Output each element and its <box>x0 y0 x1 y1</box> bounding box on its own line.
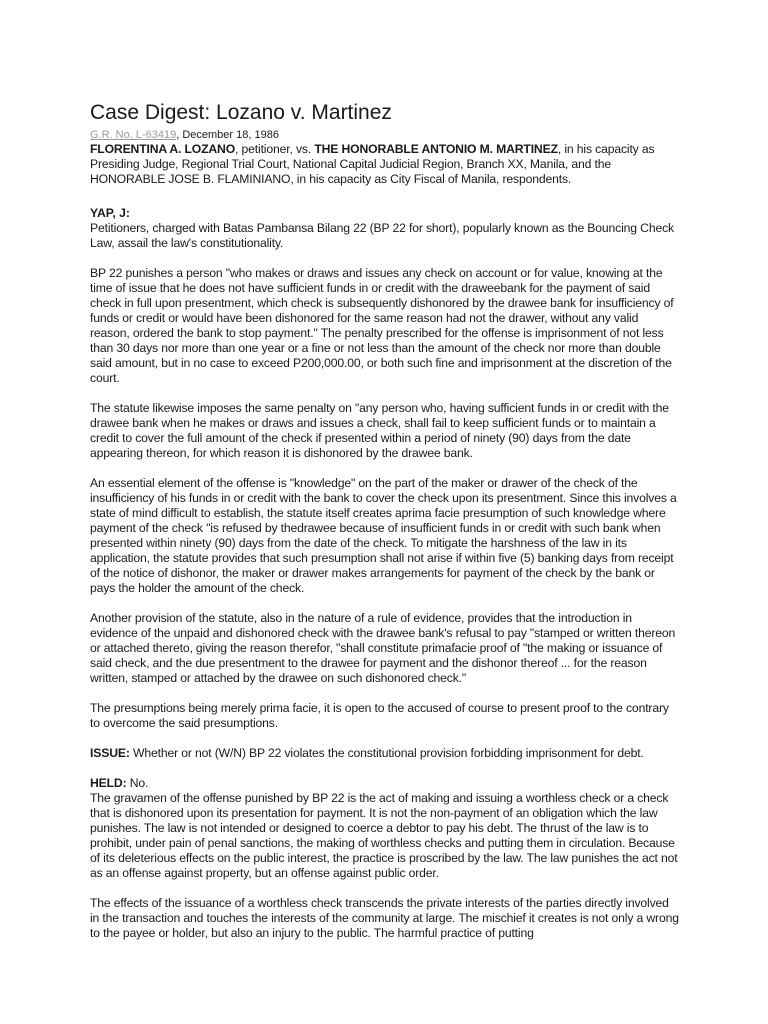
issue-text: Whether or not (W/N) BP 22 violates the constitutional provision forbidding imprisonment for debt. <box>129 746 644 760</box>
case-digest-document <box>90 100 680 956</box>
case-date: , December 18, 1986 <box>176 129 279 141</box>
issue-label: ISSUE: <box>90 746 130 760</box>
held-paragraph-2: The effects of the issuance of a worthless check transcends the private interests of the parties directly involved in the transaction and touches the interests of the community at large. The mischief it creates is not only a wrong to the payee or holder, but also an injury to the public. The harmful practice of putting <box>90 896 679 940</box>
held-label: HELD: <box>90 776 127 790</box>
facts-paragraph-2: BP 22 punishes a person "who makes or draws and issues any check on account or for value, knowing at the time of issue that he does not have sufficient funds in or credit with the draweebank for the payment of said check in full upon presentment, which check is subsequently dishonored by the drawee bank for insufficiency of funds or credit or would have been dishonored for the same reason had not the drawer, without any valid reason, ordered the bank to stop payment." The penalty prescribed for the offense is imprisonment of not less than 30 days nor more than one year or a fine or not less than the amount of the check nor more than double said amount, but in no case to exceed P200,000.00, or both such fine and imprisonment at the discretion of the court. <box>90 266 674 385</box>
petitioner-text: , petitioner, vs. <box>235 142 315 156</box>
ponente-heading: YAP, J: <box>90 206 130 220</box>
facts-paragraph-6: The presumptions being merely prima facie, it is open to the accused of course to present proof to the contrary to overcome the said presumptions. <box>90 701 669 730</box>
gr-number-link[interactable]: G.R. No. L-63419 <box>90 129 177 141</box>
parties-paragraph <box>90 142 680 187</box>
case-citation <box>90 129 680 142</box>
held-paragraph-1: The gravamen of the offense punished by BP 22 is the act of making and issuing a worthless check or a check that is dishonored upon its presentation for payment. It is not the non-payment of an obligation which the law punishes. The law is not intended or designed to coerce a debtor to pay his debt. The thrust of the law is to prohibit, under pain of penal sanctions, the making of worthless checks and putting them in circulation. Because of its deleterious effects on the public interest, the practice is proscribed by the law. The law punishes the act not as an offense against property, but an offense against public order. <box>90 791 678 880</box>
facts-paragraph-1: Petitioners, charged with Batas Pambansa Bilang 22 (BP 22 for short), popularly known as the Bouncing Check Law, assail the law's constitutionality. <box>90 221 674 250</box>
respondent-name: THE HONORABLE ANTONIO M. MARTINEZ <box>314 142 558 156</box>
respondent-text: , in his capacity as Presiding Judge, Regional Trial Court, National Capital Judicial Region, Branch XX, Manila, and the HONORABLE JOSE B. FLAMINIANO, in his capacity as City Fiscal of Manila, respondents. <box>90 142 655 186</box>
held-heading <box>90 776 680 791</box>
facts-paragraph-5: Another provision of the statute, also in the nature of a rule of evidence, provides that the introduction in evidence of the unpaid and dishonored check with the drawee bank's refusal to pay "stamped or written thereon or attached thereto, giving the reason therefor, "shall constitute primafacie proof of "the making or issuance of said check, and the due presentment to the drawee for payment and the dishonor thereof ... for the reason written, stamped or attached by the drawee on such dishonored check." <box>90 611 676 685</box>
facts-paragraph-4: An essential element of the offense is "knowledge" on the part of the maker or drawer of the check of the insufficiency of his funds in or credit with the bank to cover the check upon its presentment. Since this involves a state of mind difficult to establish, the statute itself creates aprima facie presumption of such knowledge where payment of the check "is refused by thedrawee because of insufficient funds in or credit with such bank when presented within ninety (90) days from the date of the check. To mitigate the harshness of the law in its application, the statute provides that such presumption shall not arise if within five (5) banking days from receipt of the notice of dishonor, the maker or drawer makes arrangements for payment of the check by the bank or pays the holder the amount of the check. <box>90 476 677 595</box>
page-title: Case Digest: Lozano v. Martinez <box>90 101 392 124</box>
issue-paragraph <box>90 746 680 761</box>
facts-paragraph-3: The statute likewise imposes the same penalty on "any person who, having sufficient funds in or credit with the drawee bank when he makes or draws and issues a check, shall fail to keep sufficient funds or to maintain a credit to cover the full amount of the check if presented within a period of ninety (90) days from the date appearing thereon, for which reason it is dishonored by the drawee bank. <box>90 401 669 460</box>
petitioner-name: FLORENTINA A. LOZANO <box>90 142 236 156</box>
held-answer: No. <box>126 776 149 790</box>
